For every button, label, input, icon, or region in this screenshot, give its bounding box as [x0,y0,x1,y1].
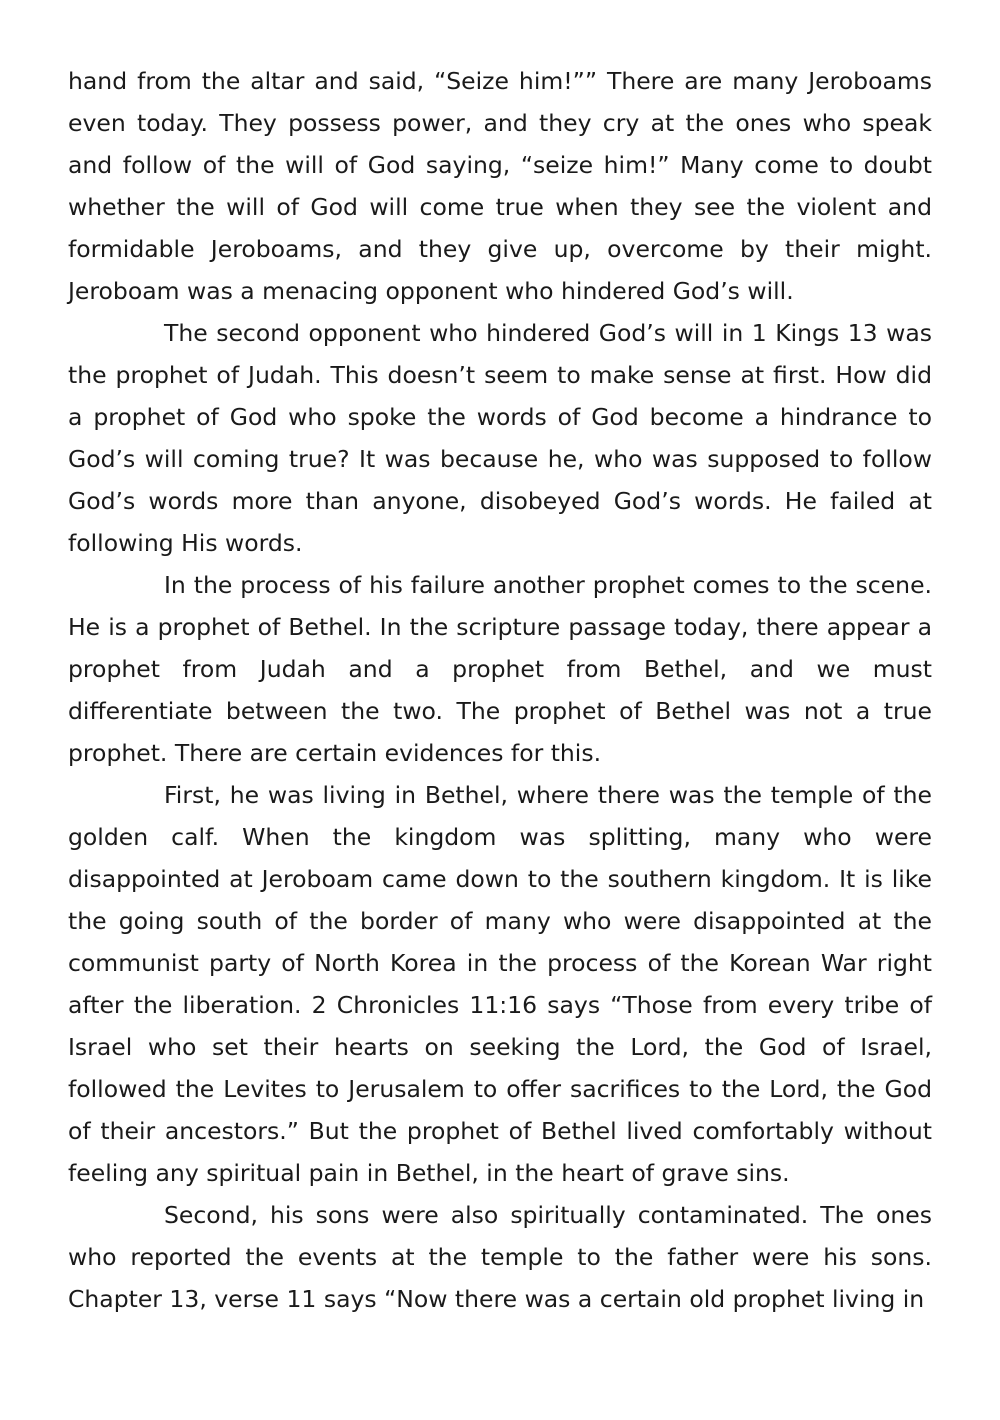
paragraph-second-evidence: Second, his sons were also spiritually contaminated. The ones who reported the events at the temple to the father were his sons. Chapter 13, verse 11 says “Now there was a certain old prophet living in [68,1201,932,1313]
paragraph-prophet-of-judah: The second opponent who hindered God’s will in 1 Kings 13 was the prophet of Judah. This doesn’t seem to make sense at first. How did a prophet of God who spoke the words of God become a hindrance to God’s will coming true? It was because he, who was supposed to follow God’s words more than anyone, disobeyed God’s words. He failed at following His words. [68,319,932,557]
paragraph-prophet-of-bethel: In the process of his failure another prophet comes to the scene. He is a prophet of Bethel. In the scripture passage today, there appear a prophet from Judah and a prophet from Bethel, and we must differentiate between the two. The prophet of Bethel was not a true prophet. There are certain evidences for this. [68,571,932,767]
paragraph-first-evidence: First, he was living in Bethel, where there was the temple of the golden calf. When the kingdom was splitting, many who were disappointed at Jeroboam came down to the southern kingdom. It is like the going south of the border of many who were disappointed at the communist party of North Korea in the process of the Korean War right after the liberation. 2 Chronicles 11:16 says “Those from every tribe of Israel who set their hearts on seeking the Lord, the God of Israel, followed the Levites to Jerusalem to offer sacrifices to the Lord, the God of their ancestors.” But the prophet of Bethel lived comfortably without feeling any spiritual pain in Bethel, in the heart of grave sins. [68,781,932,1187]
document-body [68,60,932,1320]
paragraph-jeroboam-opponent: hand from the altar and said, “Seize him!”” There are many Jeroboams even today. They possess power, and they cry at the ones who speak and follow of the will of God saying, “seize him!” Many come to doubt whether the will of God will come true when they see the violent and formidable Jeroboams, and they give up, overcome by their might. Jeroboam was a menacing opponent who hindered God’s will. [68,67,932,305]
